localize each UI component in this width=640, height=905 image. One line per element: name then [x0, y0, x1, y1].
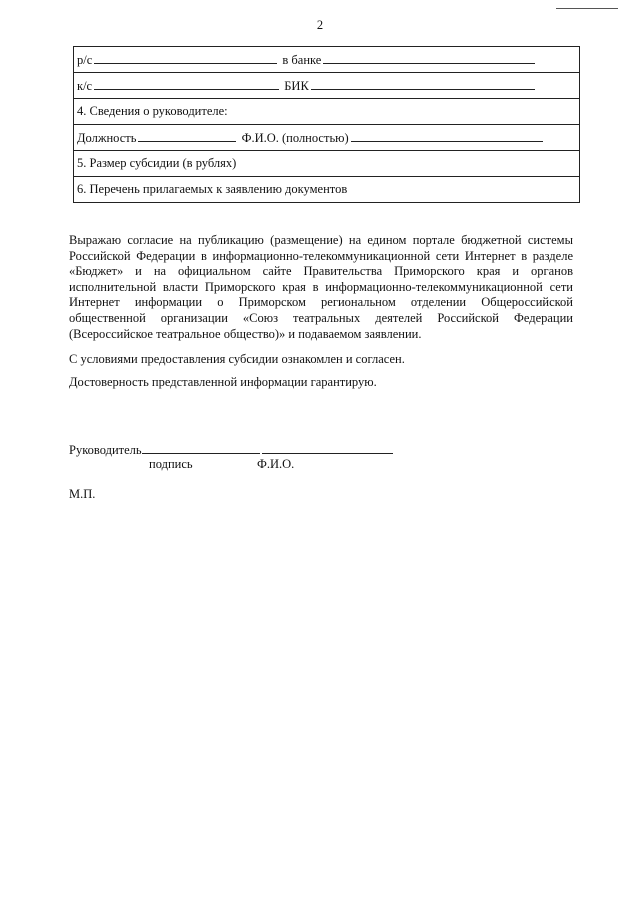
position-cell: [74, 125, 580, 151]
table-row-position: [74, 125, 580, 151]
correspondent-account-field[interactable]: [94, 77, 279, 90]
table-row-settlement-account: [74, 47, 580, 73]
page-number: 2: [316, 18, 324, 32]
table-row-subsidy-amount: [74, 151, 580, 177]
correspondent-account-label: к/с: [77, 79, 93, 93]
full-name-label: Ф.И.О. (полностью): [241, 131, 349, 145]
signature-field[interactable]: [142, 441, 260, 454]
table-row-correspondent-account: [74, 73, 580, 99]
head-info-cell: 4. Сведения о руководителе:: [74, 99, 580, 125]
application-form-table: [73, 46, 580, 203]
position-label: Должность: [77, 131, 137, 145]
correspondent-account-cell: [74, 73, 580, 99]
subsidy-amount-cell: 5. Размер субсидии (в рублях): [74, 151, 580, 177]
header-rule: [556, 8, 618, 9]
stamp-placeholder: М.П.: [69, 487, 96, 501]
signature-line: [69, 441, 393, 458]
table-row-head-info: [74, 99, 580, 125]
bik-label: БИК: [284, 79, 309, 93]
signature-caption: подпись: [149, 457, 193, 471]
full-name-caption: Ф.И.О.: [257, 457, 295, 471]
bank-field[interactable]: [323, 51, 535, 64]
table-row-documents-list: [74, 177, 580, 203]
conditions-agreement-paragraph: С условиями предоставления субсидии ознакомлен и согласен.: [69, 352, 405, 366]
head-signature-label: Руководитель: [69, 443, 142, 457]
reliability-guarantee-paragraph: Достоверность представленной информации гарантирую.: [69, 375, 377, 389]
position-field[interactable]: [138, 129, 236, 142]
settlement-account-label: р/с: [77, 53, 93, 67]
bank-label: в банке: [282, 53, 322, 67]
documents-list-cell: 6. Перечень прилагаемых к заявлению документов: [74, 177, 580, 203]
settlement-account-field[interactable]: [94, 51, 277, 64]
publication-consent-paragraph: Выражаю согласие на публикацию (размещение) на едином портале бюджетной системы Российской Федерации в информационно-телекоммуникационной сети Интернет в разделе «Бюджет» и на официальном сайте Правительства Приморского края и органов исполнительной власти Приморского края в информационно-телекоммуникационной сети Интернет информации о Приморском региональном отделении Общероссийской общественной организации «Союз театральных деятелей Российской Федерации (Всероссийское театральное общество)» и подаваемом заявлении.: [69, 233, 573, 341]
full-name-field[interactable]: [351, 129, 543, 142]
signature-name-field[interactable]: [262, 441, 393, 454]
settlement-account-cell: [74, 47, 580, 73]
bik-field[interactable]: [311, 77, 535, 90]
